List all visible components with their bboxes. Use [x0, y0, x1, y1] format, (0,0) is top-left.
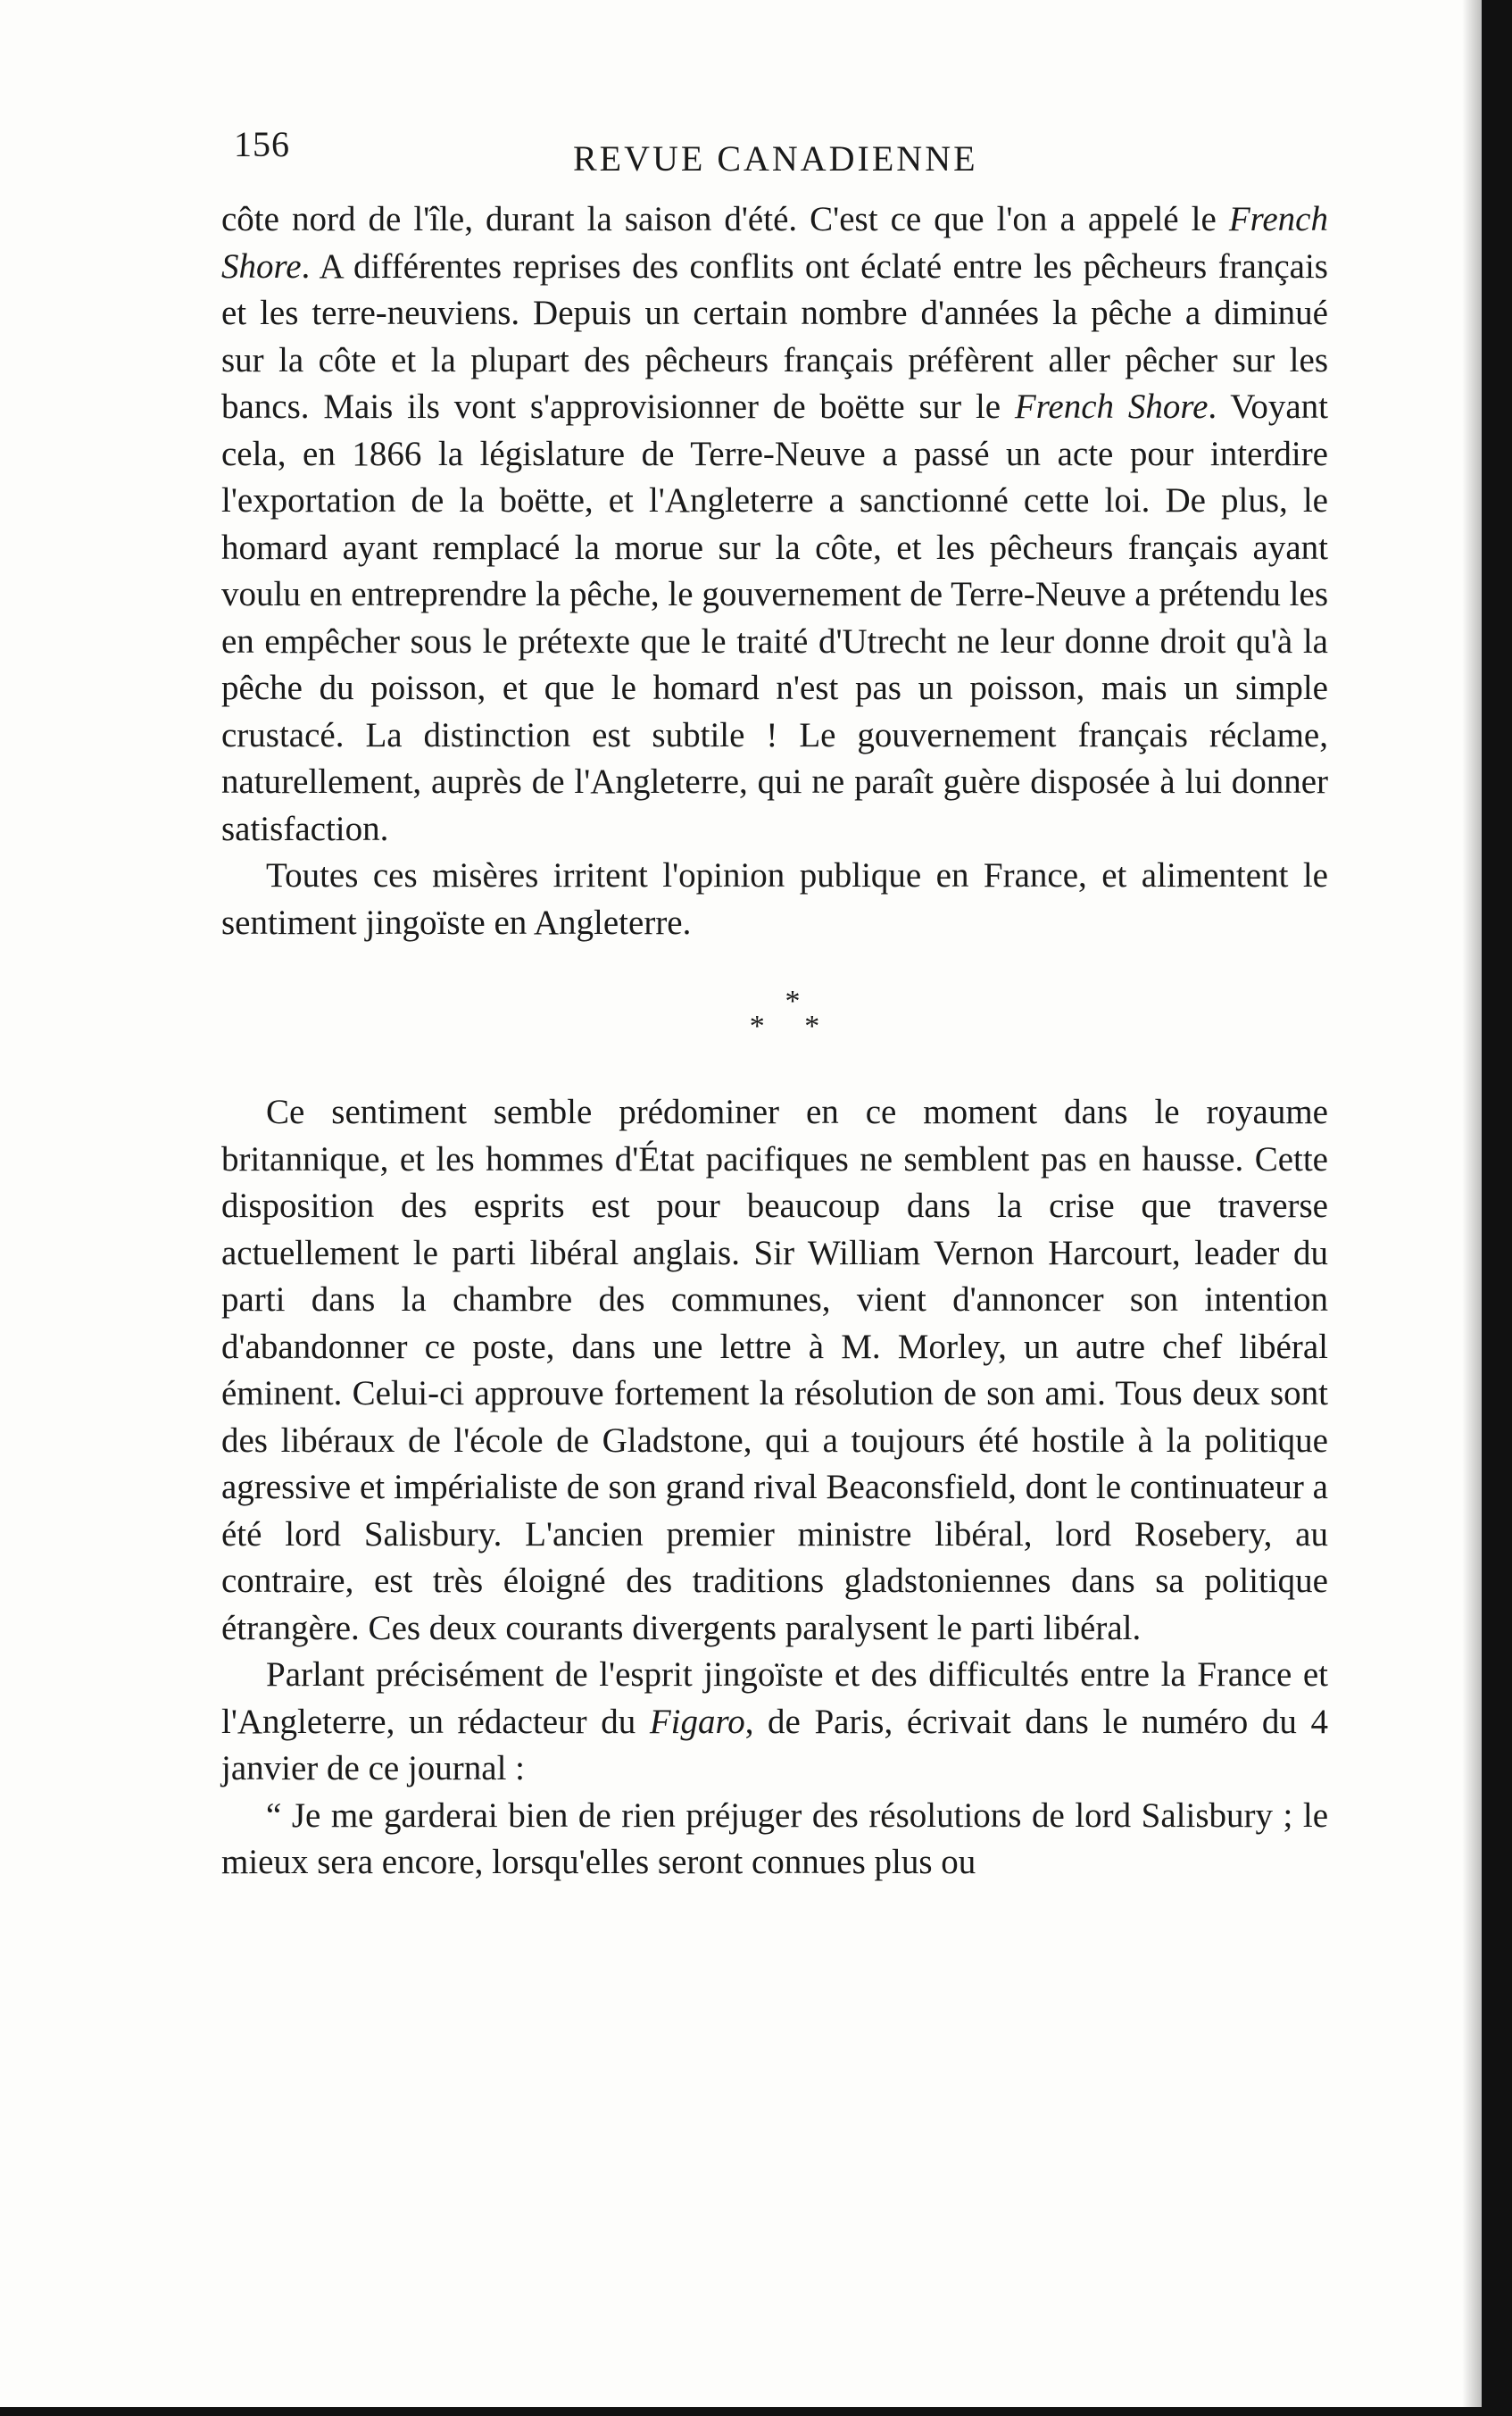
- paragraph-1-text: côte nord de l'île, durant la saison d'été. C'est ce que l'on a appelé le: [221, 200, 1229, 238]
- paragraph-1-text-2: . A différentes reprises des conflits ont éclaté entre les pêcheurs français et les terre-neuviens. Depuis un certain nombre d'années la pêche a diminué sur la côte et la plupart des pêcheurs français préfèrent aller pêcher sur les bancs. Mais ils vont s'approvisionner de boëtte sur le: [221, 246, 1328, 426]
- paragraph-4: [221, 1652, 1328, 1793]
- paragraph-3: Ce sentiment semble prédominer en ce moment dans le royaume britannique, et les hommes d'État pacifiques ne semblent pas en hausse. Cette disposition des esprits est pour beaucoup dans la crise que traverse actuellement le parti libéral anglais. Sir William Vernon Harcourt, leader du parti dans la chambre des communes, vient d'annoncer son intention d'abandonner ce poste, dans une lettre à M. Morley, un autre chef libéral éminent. Celui-ci approuve fortement la résolution de son ami. Tous deux sont des libéraux de l'école de Gladstone, qui a toujours été hostile à la politique agressive et impérialiste de son grand rival Beaconsfield, dont le continuateur a été lord Salisbury. L'ancien premier ministre libéral, lord Rosebery, au contraire, est très éloigné des traditions gladstoniennes dans sa politique étrangère. Ces deux courants divergents paralysent le parti libéral.: [221, 1093, 1328, 1647]
- paragraph-1-text-3: . Voyant cela, en 1866 la législature de Terre-Neuve a passé un acte pour interdire l'exportation de la boëtte, et l'Angleterre a sanctionné cette loi. De plus, le homard ayant remplacé la morue sur la côte, et les pêcheurs français ayant voulu en entreprendre la pêche, le gouvernement de Terre-Neuve a prétendu les en empêcher sous le prétexte que le traité d'Utrecht ne leur donne droit qu'à la pêche du poisson, et que le homard n'est pas un poisson, mais un simple crustacé. La distinction est subtile ! Le gouvernement français réclame, naturellement, auprès de l'Angleterre, qui ne paraît guère disposée à lui donner satisfaction.: [221, 387, 1328, 848]
- separator-star-top: *: [785, 985, 801, 1018]
- page-number: 156: [234, 124, 290, 164]
- page-header: [234, 116, 1323, 187]
- separator-star-bottom: * *: [749, 1010, 836, 1043]
- paragraph-1-italic-1: French Shore: [221, 200, 1328, 286]
- paragraph-4-italic: Figaro: [649, 1702, 745, 1741]
- binding-edge: [1482, 0, 1512, 2416]
- paragraph-4-text-2: , de Paris, écrivait dans le numéro du 4 janvier de ce journal :: [221, 1702, 1329, 1787]
- running-title: REVUE CANADIENNE: [573, 138, 978, 179]
- bottom-edge: [0, 2407, 1512, 2416]
- paragraph-1: [221, 196, 1328, 853]
- body-text: [221, 196, 1328, 1887]
- paragraph-1-italic-2: French Shore: [1014, 387, 1209, 426]
- paragraph-4-text: Parlant précisément de l'esprit jingoïste et des difficultés entre la France et l'Angleterre, un rédacteur du: [221, 1655, 1328, 1741]
- section-separator: [221, 985, 1328, 1043]
- binding-shadow: [1462, 0, 1482, 2416]
- paragraph-2: Toutes ces misères irritent l'opinion publique en France, et alimentent le sentiment jingoïste en Angleterre.: [221, 856, 1328, 942]
- paragraph-5: “ Je me garderai bien de rien préjuger des résolutions de lord Salisbury ; le mieux sera encore, lorsqu'elles seront connues plus ou: [221, 1795, 1328, 1881]
